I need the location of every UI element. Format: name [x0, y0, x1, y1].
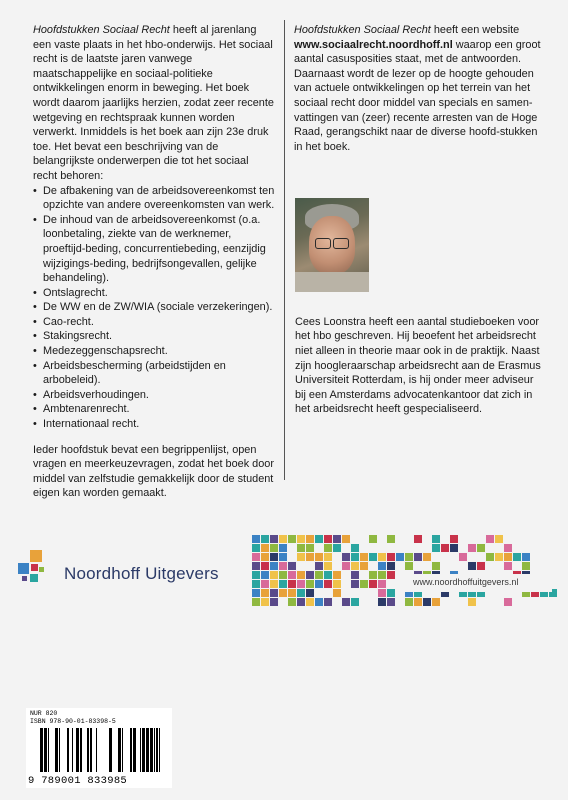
mosaic-tile — [396, 553, 404, 561]
barcode-bar — [40, 728, 43, 772]
mosaic-tile — [342, 598, 350, 606]
mosaic-tile — [270, 589, 278, 597]
mosaic-tile — [279, 535, 287, 543]
book-title: Hoofdstukken Sociaal Recht — [33, 24, 170, 36]
mosaic-tile — [270, 598, 278, 606]
column-divider — [284, 20, 285, 480]
barcode-bar — [159, 728, 160, 772]
mosaic-tile — [387, 535, 395, 543]
mosaic-tile — [504, 562, 512, 570]
mosaic-tile — [477, 544, 485, 552]
mosaic-tile — [324, 535, 332, 543]
mosaic-tile — [342, 553, 350, 561]
barcode-bar — [48, 728, 49, 772]
mosaic-tile — [351, 553, 359, 561]
mosaic-tile — [504, 544, 512, 552]
topic-item: • Medezeggenschapsrecht. — [33, 344, 275, 359]
mosaic-tile — [315, 571, 323, 579]
barcode-bar — [96, 728, 97, 772]
mosaic-tile — [387, 571, 395, 579]
mosaic-tile — [495, 553, 503, 561]
mosaic-tile — [432, 598, 440, 606]
mosaic-tile — [288, 535, 296, 543]
mosaic-tile — [252, 580, 260, 588]
topic-item: • De inhoud van de arbeidsovereenkomst (o.a. loonbetaling, ziekte van de werknemer, proeftijd-beding, concurrentiebeding, eenzijdig wijzigings-beding, bedrijfsongevallen, gelijke behandeling). — [33, 213, 275, 286]
mosaic-tile — [279, 580, 287, 588]
mosaic-tile — [504, 553, 512, 561]
mosaic-tile — [315, 598, 323, 606]
isbn-code: ISBN 978-90-01-83398-5 — [30, 718, 116, 725]
mosaic-tile — [522, 553, 530, 561]
mosaic-tile — [369, 571, 377, 579]
barcode-bar — [44, 728, 47, 772]
mosaic-tile — [261, 562, 269, 570]
mosaic-tile — [324, 571, 332, 579]
barcode-bar — [55, 728, 58, 772]
mosaic-tile — [315, 580, 323, 588]
mosaic-tile — [261, 571, 269, 579]
mosaic-tile — [459, 553, 467, 561]
barcode-bar — [156, 728, 158, 772]
barcode-bar — [59, 728, 60, 772]
mosaic-tile — [288, 562, 296, 570]
mosaic-tile — [432, 535, 440, 543]
mosaic-tile — [378, 598, 386, 606]
barcode-bar — [140, 728, 141, 772]
mosaic-tile — [378, 562, 386, 570]
closing-paragraph: Ieder hoofdstuk bevat een begrippenlijst, open vragen en meerkeuzevragen, zodat het boek door middel van zelfstudie gemakkelijk door de student eigen kan worden gemaakt. — [33, 443, 274, 500]
mosaic-tile — [405, 562, 413, 570]
mosaic-tile — [288, 589, 296, 597]
mosaic-tile — [432, 562, 440, 570]
topic-item: • De afbakening van de arbeidsovereenkomst ten opzichte van andere overeenkomsten van werk. — [33, 184, 275, 213]
mosaic-tile — [324, 580, 332, 588]
mosaic-tile — [378, 553, 386, 561]
topic-item: • Arbeidsverhoudingen. — [33, 388, 275, 403]
ean-digits: 9 789001 833985 — [28, 775, 128, 787]
barcode-bar — [90, 728, 92, 772]
mosaic-tile — [279, 553, 287, 561]
mosaic-tile — [333, 571, 341, 579]
mosaic-tile — [414, 553, 422, 561]
barcode-bar — [87, 728, 89, 772]
mosaic-tile — [261, 589, 269, 597]
mosaic-tile — [306, 544, 314, 552]
mosaic-tile — [252, 562, 260, 570]
nur-isbn-label — [30, 710, 116, 726]
barcode-bars — [40, 728, 164, 772]
mosaic-tile — [288, 598, 296, 606]
mosaic-tile — [441, 544, 449, 552]
mosaic-tile — [297, 589, 305, 597]
mosaic-tile — [360, 580, 368, 588]
mosaic-tile — [468, 598, 476, 606]
barcode-bar — [72, 728, 73, 772]
mosaic-tile — [306, 580, 314, 588]
mosaic-tile — [279, 544, 287, 552]
barcode-bar — [109, 728, 112, 772]
mosaic-tile — [351, 580, 359, 588]
mosaic-tile — [252, 553, 260, 561]
mosaic-tile — [351, 571, 359, 579]
mosaic-tile — [306, 589, 314, 597]
barcode-bar — [154, 728, 155, 772]
mosaic-tile — [342, 562, 350, 570]
mosaic-tile — [495, 535, 503, 543]
mosaic-tile — [270, 571, 278, 579]
mosaic-tile — [360, 562, 368, 570]
mosaic-tile — [297, 553, 305, 561]
mosaic-tile — [387, 598, 395, 606]
mosaic-tile — [333, 544, 341, 552]
book-title-right: Hoofdstukken Sociaal Recht — [294, 24, 431, 36]
mosaic-tile — [306, 571, 314, 579]
intro-paragraph — [33, 23, 275, 184]
barcode-bar — [118, 728, 121, 772]
mosaic-tile — [261, 598, 269, 606]
mosaic-tile — [297, 535, 305, 543]
barcode-bar — [67, 728, 69, 772]
topic-item: • Internationaal recht. — [33, 417, 275, 432]
barcode-bar — [150, 728, 153, 772]
topic-item: • Ambtenarenrecht. — [33, 402, 275, 417]
mosaic-tile — [387, 589, 395, 597]
mosaic-tile — [378, 589, 386, 597]
mosaic-tile — [333, 589, 341, 597]
mosaic-tile — [468, 544, 476, 552]
website-paragraph — [294, 23, 542, 154]
website-text: waarop een groot aantal casusposities staat, met de antwoorden. Daarnaast wordt de lezer op de hoogte gehouden van actuele ontwikkelingen op het terrein van het sociaal recht door middel van specials en samen-vattingen van (zeer) recente arresten van de Hoge Raad, gerangschikt naar de diverse hoofd-stukken in het boek. — [294, 38, 541, 153]
noordhoff-logo-icon — [18, 550, 48, 584]
mosaic-tile — [333, 580, 341, 588]
topic-item: • Stakingsrecht. — [33, 329, 275, 344]
mosaic-tile — [270, 580, 278, 588]
mosaic-tile — [279, 589, 287, 597]
barcode-bar — [146, 728, 149, 772]
topic-item: • Arbeidsbescherming (arbeidstijden en arbobeleid). — [33, 359, 275, 388]
mosaic-tile — [306, 553, 314, 561]
mosaic-tile — [342, 535, 350, 543]
topic-item: • Cao-recht. — [33, 315, 275, 330]
mosaic-tile — [378, 580, 386, 588]
mosaic-tile — [324, 598, 332, 606]
barcode-bar — [122, 728, 123, 772]
mosaic-tile — [288, 580, 296, 588]
mosaic-tile — [477, 562, 485, 570]
mosaic-tile — [315, 553, 323, 561]
mosaic-tile — [450, 535, 458, 543]
barcode-bar — [76, 728, 79, 772]
website-url[interactable]: www.sociaalrecht.noordhoff.nl — [294, 38, 453, 51]
right-column — [294, 23, 542, 154]
mosaic-tile — [270, 553, 278, 561]
mosaic-tile — [270, 535, 278, 543]
mosaic-tile — [261, 544, 269, 552]
mosaic-tile — [486, 535, 494, 543]
mosaic-tile — [369, 535, 377, 543]
mosaic-tile — [270, 544, 278, 552]
mosaic-tile — [333, 535, 341, 543]
mosaic-tile — [486, 553, 494, 561]
barcode-bar — [80, 728, 82, 772]
mosaic-tile — [315, 535, 323, 543]
mosaic-tile — [423, 553, 431, 561]
mosaic-tile — [369, 580, 377, 588]
mosaic-tile — [261, 535, 269, 543]
mosaic-tile — [252, 571, 260, 579]
mosaic-tile — [297, 598, 305, 606]
mosaic-tile — [252, 535, 260, 543]
color-mosaic — [252, 535, 562, 607]
mosaic-tile — [261, 553, 269, 561]
mosaic-tile — [297, 544, 305, 552]
mosaic-tile — [450, 544, 458, 552]
mosaic-tile — [423, 598, 431, 606]
mosaic-tile — [468, 562, 476, 570]
mosaic-tile — [324, 553, 332, 561]
mosaic-tile — [513, 553, 521, 561]
mosaic-tile — [324, 562, 332, 570]
barcode-bar — [130, 728, 132, 772]
topic-list — [33, 184, 275, 432]
author-photo — [295, 198, 369, 292]
mosaic-tile — [252, 589, 260, 597]
mosaic-tile — [297, 580, 305, 588]
mosaic-tile — [405, 598, 413, 606]
mosaic-tile — [360, 553, 368, 561]
mosaic-tile — [414, 535, 422, 543]
mosaic-tile — [252, 544, 260, 552]
publisher-url[interactable]: www.noordhoffuitgevers.nl — [413, 577, 519, 587]
mosaic-tile — [387, 562, 395, 570]
mosaic-tile — [270, 562, 278, 570]
mosaic-tile — [432, 544, 440, 552]
mosaic-tile — [279, 562, 287, 570]
mosaic-tile — [369, 553, 377, 561]
left-column — [33, 23, 275, 501]
mosaic-tile — [351, 562, 359, 570]
mosaic-tile — [351, 544, 359, 552]
publisher-name: Noordhoff Uitgevers — [64, 564, 219, 583]
mosaic-tile — [522, 562, 530, 570]
intro-text: heeft al jarenlang een vaste plaats in het hbo-onderwijs. Het sociaal recht is de laatste jaren vanwege maatschappelijke en sociaal-politieke ontwikkelingen enorm in beweging. Het boek wordt daarom jaarlijks herzien, zodat zeer recente wetgeving en rechtspraak kunnen worden verwerkt. Inmiddels is het boek aan zijn 23e druk toe. Het bevat een beschrijving van de belangrijkste onderwerpen die tot het sociaal recht behoren: — [33, 24, 274, 182]
mosaic-tile — [306, 598, 314, 606]
website-pre: heeft een website — [430, 24, 520, 36]
mosaic-tile — [279, 571, 287, 579]
mosaic-tile — [288, 571, 296, 579]
mosaic-tile — [414, 598, 422, 606]
mosaic-tile — [261, 580, 269, 588]
mosaic-tile — [387, 553, 395, 561]
nur-code: NUR 820 — [30, 710, 58, 717]
topic-item: • De WW en de ZW/WIA (sociale verzekeringen). — [33, 300, 275, 315]
barcode-bar — [142, 728, 145, 772]
mosaic-tile — [252, 598, 260, 606]
author-bio: Cees Loonstra heeft een aantal studieboeken voor het hbo geschreven. Hij beoefent het arbeidsrecht niet alleen in theorie maar ook in de praktijk. Naast zijn hoogleraarschap arbeidsrecht aan de Erasmus Universiteit Rotterdam, is hij onder meer adviseur bij een Amsterdams advocatenkantoor dat zich in het arbeidsrecht heeft gespecialiseerd. — [295, 315, 541, 416]
topic-item: • Ontslagrecht. — [33, 286, 275, 301]
barcode-bar — [133, 728, 136, 772]
mosaic-tile — [351, 598, 359, 606]
mosaic-tile — [324, 544, 332, 552]
mosaic-tile — [306, 535, 314, 543]
mosaic-tile — [378, 571, 386, 579]
mosaic-tile — [504, 598, 512, 606]
mosaic-tile — [297, 571, 305, 579]
mosaic-tile — [315, 562, 323, 570]
mosaic-tile — [405, 553, 413, 561]
